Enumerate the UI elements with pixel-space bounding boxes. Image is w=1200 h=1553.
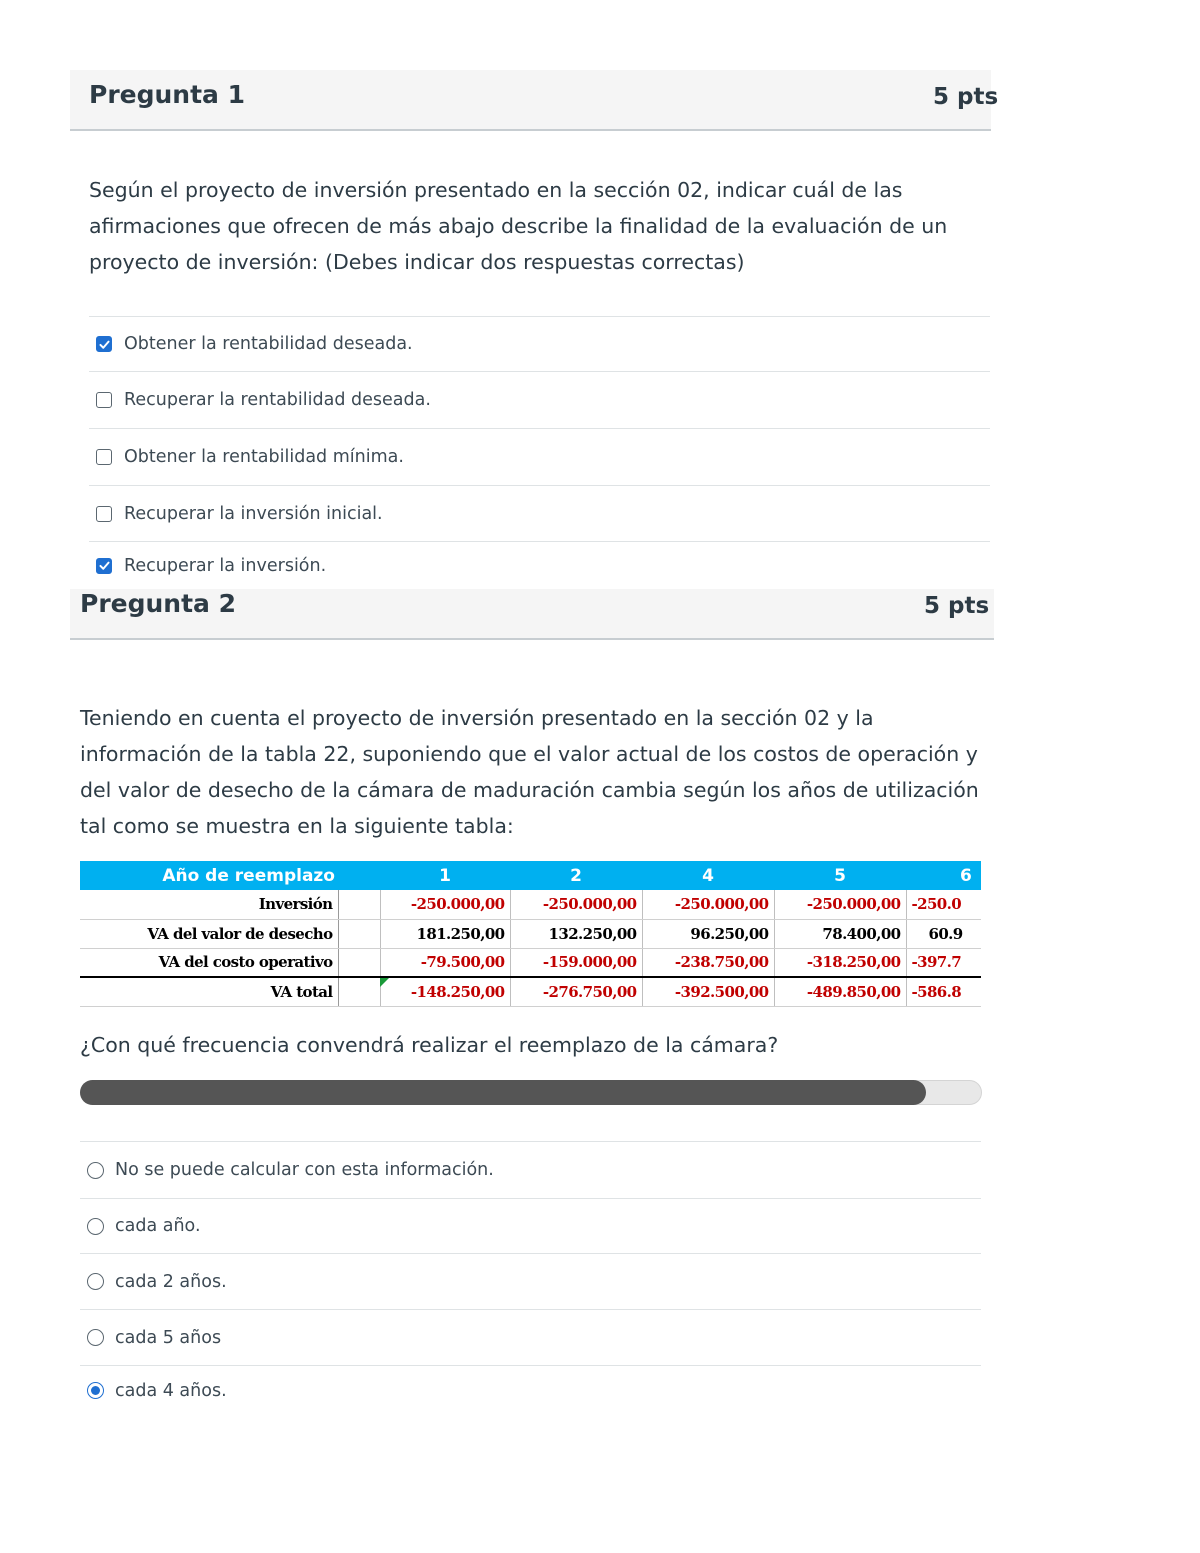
table-cell: 181.250,00 [380, 919, 510, 948]
table-cell: -250.000,00 [380, 890, 510, 919]
progress-bar [80, 1080, 982, 1105]
radio-button[interactable] [87, 1162, 104, 1179]
table-cell: -397.7 [906, 948, 981, 977]
answer-option[interactable] [89, 371, 990, 428]
table-row [80, 948, 981, 977]
answer-option[interactable] [80, 1365, 981, 1415]
table-cell: -250.0 [906, 890, 981, 919]
answer-option[interactable] [80, 1309, 981, 1365]
table-header-cell: 5 [774, 861, 906, 890]
question-1-title: Pregunta 1 [89, 80, 246, 109]
cell-comment-marker [380, 978, 389, 987]
table-cell: 132.250,00 [510, 919, 642, 948]
checkbox[interactable] [96, 558, 112, 574]
progress-bar-fill [80, 1080, 926, 1105]
answer-label: cada año. [115, 1216, 201, 1236]
checkbox[interactable] [96, 392, 112, 408]
table-row [80, 890, 981, 919]
table-cell: -148.250,00 [380, 977, 510, 1006]
question-2-prompt: ¿Con qué frecuencia convendrá realizar el reemplazo de la cámara? [80, 1033, 779, 1057]
radio-button[interactable] [87, 1382, 104, 1399]
answer-option[interactable] [89, 485, 990, 541]
radio-button[interactable] [87, 1329, 104, 1346]
table-cell: -238.750,00 [642, 948, 774, 977]
table-cell: -250.000,00 [774, 890, 906, 919]
table-cell: -250.000,00 [510, 890, 642, 919]
answer-label: cada 4 años. [115, 1380, 227, 1401]
answer-option[interactable] [89, 316, 990, 371]
answer-option[interactable] [89, 541, 990, 589]
radio-button[interactable] [87, 1218, 104, 1235]
answer-option[interactable] [80, 1253, 981, 1309]
table-header-cell: 1 [380, 861, 510, 890]
table-header-cell: 6 [906, 861, 981, 890]
question-2-title: Pregunta 2 [80, 589, 237, 618]
checkbox[interactable] [96, 506, 112, 522]
answer-label: No se puede calcular con esta información. [115, 1160, 494, 1180]
table-cell: -586.8 [906, 977, 981, 1006]
check-icon [98, 338, 111, 351]
replacement-table [80, 861, 981, 1007]
question-2-points: 5 pts [924, 593, 990, 619]
answer-label: cada 5 años [115, 1327, 222, 1348]
table-spacer [338, 948, 380, 977]
table-header-spacer [338, 861, 380, 890]
table-header-cell: 4 [642, 861, 774, 890]
table-cell: 78.400,00 [774, 919, 906, 948]
radio-button[interactable] [87, 1273, 104, 1290]
answer-label: cada 2 años. [115, 1271, 227, 1292]
replacement-table-image [80, 861, 981, 1008]
table-cell: -250.000,00 [642, 890, 774, 919]
check-icon [98, 559, 111, 572]
table-spacer [338, 890, 380, 919]
answer-option[interactable] [80, 1198, 981, 1253]
answer-option[interactable] [80, 1141, 981, 1198]
answer-label: Recuperar la rentabilidad deseada. [124, 390, 431, 410]
table-spacer [338, 919, 380, 948]
answer-label: Recuperar la inversión inicial. [124, 503, 383, 524]
table-cell: -79.500,00 [380, 948, 510, 977]
table-cell: 96.250,00 [642, 919, 774, 948]
table-cell: -392.500,00 [642, 977, 774, 1006]
table-cell: 60.9 [906, 919, 981, 948]
answer-label: Recuperar la inversión. [124, 555, 327, 576]
table-header-cell: Año de reemplazo [80, 861, 338, 890]
table-cell: -159.000,00 [510, 948, 642, 977]
table-cell: -276.750,00 [510, 977, 642, 1006]
table-spacer [338, 977, 380, 1006]
answer-option[interactable] [89, 428, 990, 485]
question-1-points: 5 pts [933, 84, 999, 110]
row-label: VA total [80, 977, 338, 1006]
radio-dot [91, 1386, 100, 1395]
row-label: VA del costo operativo [80, 948, 338, 977]
table-cell: -318.250,00 [774, 948, 906, 977]
checkbox[interactable] [96, 449, 112, 465]
table-cell: -489.850,00 [774, 977, 906, 1006]
question-2-text: Teniendo en cuenta el proyecto de inversión presentado en la sección 02 y la información de la tabla 22, suponiendo que el valor actual de los costos de operación y del valor de desecho de la cámara de maduración cambia según los años de utilización tal como se muestra en la siguiente tabla: [80, 706, 979, 838]
table-row [80, 919, 981, 948]
answer-label: Obtener la rentabilidad mínima. [124, 447, 404, 467]
table-header-cell: 2 [510, 861, 642, 890]
answer-label: Obtener la rentabilidad deseada. [124, 334, 413, 354]
row-label: VA del valor de desecho [80, 919, 338, 948]
row-label: Inversión [80, 890, 338, 919]
question-1-text: Según el proyecto de inversión presentado en la sección 02, indicar cuál de las afirmaciones que ofrecen de más abajo describe la finalidad de la evaluación de un proyecto de inversión: (Debes indicar dos respuestas correctas) [89, 178, 948, 274]
checkbox[interactable] [96, 336, 112, 352]
table-row [80, 977, 981, 1006]
